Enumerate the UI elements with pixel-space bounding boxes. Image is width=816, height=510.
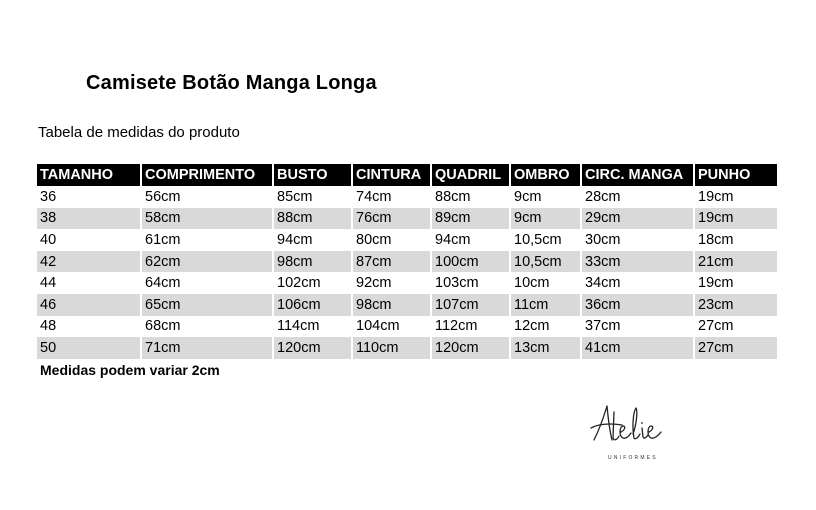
measurement-cell: 106cm [273,294,352,316]
measurement-cell: 13cm [510,337,581,359]
measurement-cell: 30cm [581,229,694,251]
table-header-row [37,164,777,186]
size-cell: 44 [37,272,141,294]
measurement-cell: 18cm [698,231,734,248]
measurement-cell: 100cm [431,251,510,273]
measurement-cell: 27cm [694,337,777,359]
measurement-cell: 80cm [352,229,431,251]
measurement-cell: 62cm [141,251,273,273]
measurement-cell: 107cm [431,294,510,316]
measurement-cell: 88cm [431,186,510,208]
measurement-cell: 19cm [698,188,734,205]
measurement-cell: 56cm [141,186,273,208]
measurement-cell: 65cm [141,294,273,316]
measurement-cell: 27cm [698,318,734,335]
measurement-cell: 23cm [694,294,777,316]
size-cell: 42 [37,251,141,273]
page-title: Camisete Botão Manga Longa [86,72,377,94]
size-cell: 46 [37,294,141,316]
measurement-cell: 34cm [581,272,694,294]
header-cell: BUSTO [273,164,352,186]
measurement-cell: 68cm [141,316,273,338]
measurement-cell: 104cm [352,316,431,338]
measurement-cell: 19cm [694,208,777,230]
table-row [37,208,777,230]
header-cell: PUNHO [694,164,777,186]
size-cell: 36 [37,186,141,208]
measurement-cell: 76cm [352,208,431,230]
header-cell: CIRC. MANGA [581,164,694,186]
measurement-cell: 94cm [431,229,510,251]
measurement-cell: 10cm [510,272,581,294]
header-cell: OMBRO [510,164,581,186]
table-row [37,272,777,294]
size-cell: 40 [37,229,141,251]
measurement-cell: 88cm [273,208,352,230]
measurement-cell: 11cm [510,294,581,316]
header-cell: QUADRIL [431,164,510,186]
size-cell: 38 [37,208,141,230]
measurement-cell: 64cm [141,272,273,294]
table-row [37,337,777,359]
measurement-cell: 74cm [352,186,431,208]
measurement-cell: 19cm [698,275,734,292]
measurement-cell: 33cm [581,251,694,273]
table-row [37,294,777,316]
table-caption: Tabela de medidas do produto [38,124,240,141]
measurement-cell: 29cm [581,208,694,230]
measurement-cell: 102cm [273,272,352,294]
header-cell: TAMANHO [37,164,141,186]
measurement-cell: 98cm [352,294,431,316]
measurement-cell: 21cm [694,251,777,273]
table-row [37,186,777,208]
size-table [37,164,777,359]
measurement-cell: 94cm [273,229,352,251]
measurement-cell: 41cm [581,337,694,359]
measurement-cell: 9cm [510,186,581,208]
measurement-cell: 28cm [581,186,694,208]
measurement-cell: 36cm [581,294,694,316]
measurement-cell: 120cm [273,337,352,359]
measurement-cell: 92cm [352,272,431,294]
variation-note: Medidas podem variar 2cm [40,362,220,378]
measurement-cell: 98cm [273,251,352,273]
table-row [37,229,777,251]
size-cell: 50 [37,337,141,359]
header-cell: CINTURA [352,164,431,186]
size-cell: 48 [37,316,141,338]
measurement-cell: 12cm [510,316,581,338]
header-cell: COMPRIMENTO [141,164,273,186]
measurement-cell: 71cm [141,337,273,359]
measurement-cell: 120cm [431,337,510,359]
measurement-cell: 85cm [273,186,352,208]
measurement-cell: 9cm [510,208,581,230]
measurement-cell: 37cm [581,316,694,338]
table-row [37,251,777,273]
atelie-logo [588,398,672,464]
measurement-cell: 10,5cm [510,251,581,273]
measurement-cell: 114cm [273,316,352,338]
measurement-cell: 87cm [352,251,431,273]
table-row [37,316,777,338]
measurement-cell: 89cm [431,208,510,230]
measurement-cell: 110cm [352,337,431,359]
measurement-cell: 10,5cm [510,229,581,251]
logo-tagline: UNIFORMES [608,455,658,461]
measurement-cell: 58cm [141,208,273,230]
measurement-cell: 103cm [431,272,510,294]
measurement-cell: 112cm [431,316,510,338]
measurement-cell: 61cm [141,229,273,251]
